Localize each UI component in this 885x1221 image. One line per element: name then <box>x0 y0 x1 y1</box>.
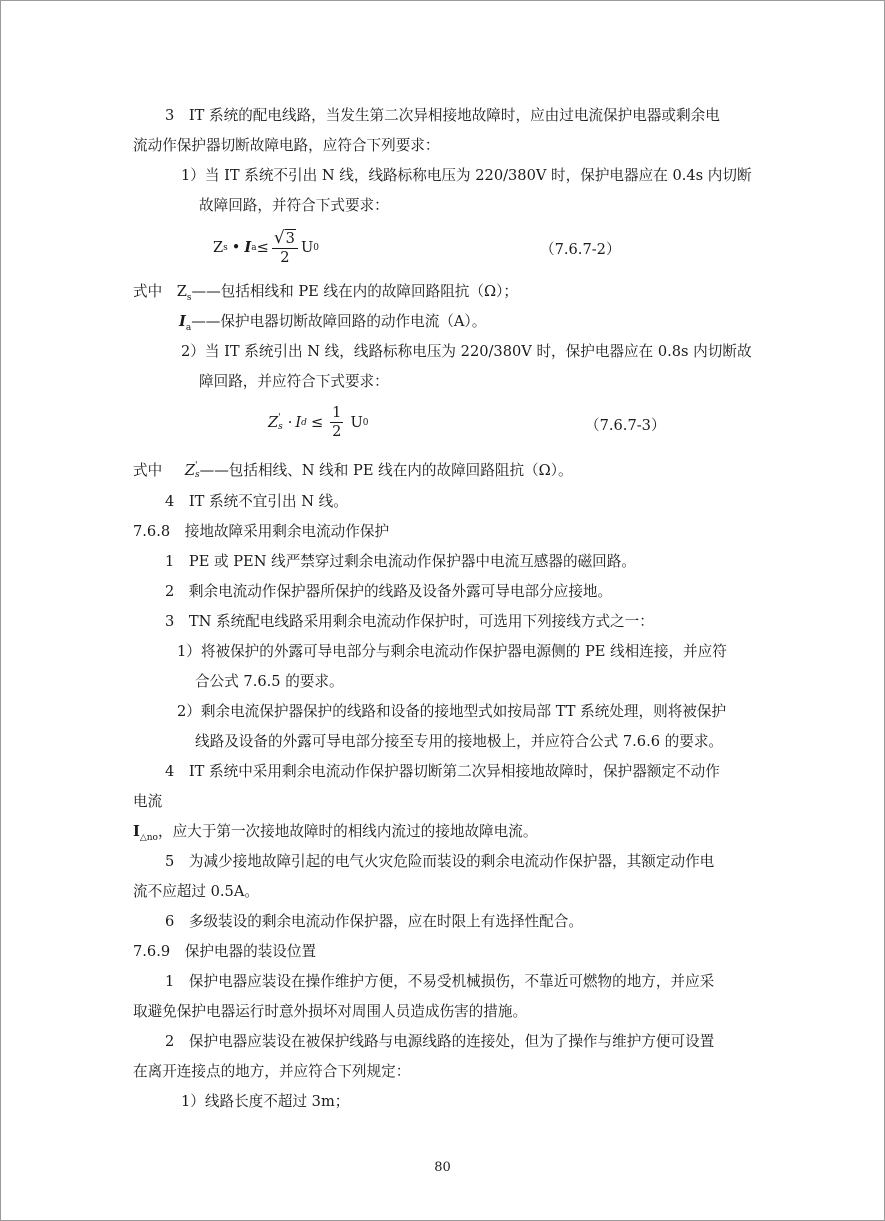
formula-row-2 <box>133 400 758 456</box>
para-line: $I_{\triangle no}$，应大于第一次接地故障时的相线内流过的接地故障电流。 <box>133 823 538 843</box>
para-line: 1 保护电器应装设在操作维护方便，不易受机械损伤，不靠近可燃物的地方，并应采 <box>165 973 715 990</box>
para-line: 1）当 IT 系统不引出 N 线，线路标称电压为 220/380V 时，保护电器应在 0.4s 内切断 <box>181 167 752 184</box>
definition-line: 式中 $Z_s——$包括相线和 PE 线在内的故障回路阻抗（Ω）； <box>133 283 518 303</box>
para-line: 障回路，并应符合下式要求： <box>199 373 389 390</box>
para-line: 3 TN 系统配电线路采用剩余电流动作保护时，可选用下列接线方式之一： <box>165 613 654 630</box>
formula-7-6-7-2: Z s • I a ≤ $\frac{√3}{2}$ U 0 <box>213 228 319 266</box>
section-heading: 7.6.8 接地故障采用剩余电流动作保护 <box>133 523 390 540</box>
section-heading: 7.6.9 保护电器的装设位置 <box>133 943 317 960</box>
para-line: 流动作保护器切断故障电路，应符合下列要求： <box>133 137 440 154</box>
para-line: 在离开连接点的地方，并应符合下列规定： <box>133 1063 411 1080</box>
definition-line: $I_a——$保护电器切断故障回路的动作电流（A）。 <box>179 313 487 333</box>
page-number: 80 <box>434 1160 451 1175</box>
para-line: 1 PE 或 PEN 线严禁穿过剩余电流动作保护器中电流互感器的磁回路。 <box>165 553 636 570</box>
formula-7-6-7-3: Z ' s · I d ≤ $\frac{1}{2}$ U 0 <box>268 404 369 440</box>
para-line: 故障回路，并符合下式要求： <box>199 197 389 214</box>
fraction: $\frac{1}{2}$ <box>332 404 342 440</box>
para-line: 6 多级装设的剩余电流动作保护器，应在时限上有选择性配合。 <box>165 913 583 930</box>
para-line: 4 IT 系统中采用剩余电流动作保护器切断第二次异相接地故障时，保护器额定不动作 <box>165 763 720 780</box>
para-line: 3 IT 系统的配电线路，当发生第二次异相接地故障时，应由过电流保护电器或剩余电 <box>165 107 720 124</box>
para-line: 4 IT 系统不宜引出 N 线。 <box>165 493 348 510</box>
definition-line: 式中 Z ' s ——包括相线、N 线和 PE 线在内的故障回路阻抗（Ω）。 <box>133 461 573 480</box>
para-line: 2）剩余电流保护器保护的线路和设备的接地型式如按局部 TT 系统处理，则将被保护 <box>177 703 727 720</box>
para-line: 合公式 7.6.5 的要求。 <box>195 673 344 690</box>
para-line: 2）当 IT 系统引出 N 线，线路标称电压为 220/380V 时，保护电器应在 0.8s 内切断故 <box>181 343 752 360</box>
para-line: 1）将被保护的外露可导电部分与剩余电流动作保护器电源侧的 PE 线相连接，并应符 <box>177 643 727 660</box>
para-line: 电流 <box>133 793 163 810</box>
fraction: $\frac{√3}{2}$ <box>272 230 298 266</box>
document-body <box>133 104 758 1120</box>
equation-number: （7.6.7-3） <box>585 417 666 434</box>
para-line: 取避免保护电器运行时意外损坏对周围人员造成伤害的措施。 <box>133 1003 528 1020</box>
para-line: 流不应超过 0.5A。 <box>133 883 259 900</box>
para-line: 线路及设备的外露可导电部分接至专用的接地极上，并应符合公式 7.6.6 的要求。 <box>195 733 724 750</box>
para-line: 1）线路长度不超过 3m； <box>181 1093 350 1110</box>
para-line: 5 为减少接地故障引起的电气火灾危险而装设的剩余电流动作保护器，其额定动作电 <box>165 853 715 870</box>
para-line: 2 保护电器应装设在被保护线路与电源线路的连接处，但为了操作与维护方便可设置 <box>165 1033 715 1050</box>
para-line: 2 剩余电流动作保护器所保护的线路及设备外露可导电部分应接地。 <box>165 583 613 600</box>
equation-number: （7.6.7-2） <box>540 241 621 258</box>
formula-row-1 <box>133 224 758 280</box>
